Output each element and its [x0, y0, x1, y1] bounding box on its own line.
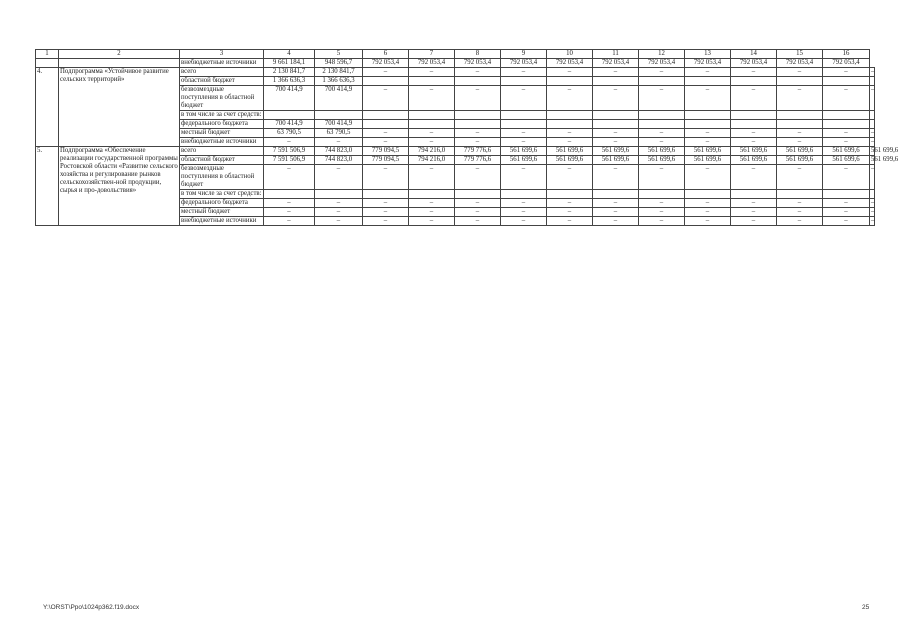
value-cell: –: [264, 138, 315, 147]
value-cell: –: [363, 138, 409, 147]
value-cell: –: [823, 199, 870, 208]
value-cell: –: [409, 68, 455, 77]
value-cell: 561 699,6: [685, 156, 731, 165]
value-cell: [685, 120, 731, 129]
value-cell: 561 699,6: [777, 147, 823, 156]
value-cell: –: [455, 208, 501, 217]
value-cell: 561 699,6: [547, 147, 593, 156]
value-cell: –: [547, 199, 593, 208]
value-cell: –: [409, 138, 455, 147]
value-cell: [409, 77, 455, 86]
value-cell: 561 699,6: [871, 156, 899, 163]
value-cell: [455, 111, 501, 120]
document-path: Y:\ORST\Ppo\1024p362.f19.docx: [43, 604, 140, 611]
value-cell: 561 699,6: [731, 156, 777, 165]
value-cell: –: [871, 208, 875, 215]
value-cell: –: [501, 86, 547, 111]
value-cell: 561 699,6: [777, 156, 823, 165]
value-cell: –: [501, 217, 547, 226]
value-cell: [363, 111, 409, 120]
value-cell: 561 699,6: [593, 156, 639, 165]
value-cell: –: [639, 138, 685, 147]
value-cell: [547, 190, 593, 199]
value-cell: –: [639, 68, 685, 77]
value-cell: –: [731, 165, 777, 190]
value-cell: 1 366 636,3: [264, 77, 315, 86]
subprogram-name: Подпрограмма «Устойчивое развитие сельских территорий»: [59, 68, 180, 147]
page-number: 25: [862, 604, 870, 611]
budget-table: [35, 49, 899, 226]
value-cell: –: [363, 208, 409, 217]
column-number: 7: [409, 50, 455, 59]
column-number: 16: [823, 50, 870, 59]
funding-source: федерального бюджета: [180, 199, 264, 208]
value-cell: 779 094,5: [363, 147, 409, 156]
value-cell: 561 699,6: [501, 147, 547, 156]
value-cell: –: [547, 68, 593, 77]
value-cell: [501, 120, 547, 129]
value-cell: –: [593, 68, 639, 77]
value-cell: –: [731, 217, 777, 226]
value-cell: [731, 190, 777, 199]
value-cell: 1 366 636,3: [315, 77, 363, 86]
value-cell: 9 661 184,1: [264, 59, 315, 68]
funding-source: всего: [180, 68, 264, 77]
value-cell: –: [363, 129, 409, 138]
value-cell: –: [315, 208, 363, 217]
value-cell: [870, 111, 875, 120]
value-cell: –: [409, 129, 455, 138]
value-cell: [685, 77, 731, 86]
value-cell: –: [731, 208, 777, 217]
value-cell: –: [409, 199, 455, 208]
subprogram-name: Подпрограмма «Обеспечение реализации государственной программы Ростовской области «Развитие сельского хозяйства и регулирование рынков сельскохозяйствен-ной продукции, сырья и про-довольствия»: [59, 147, 180, 226]
value-cell: [777, 77, 823, 86]
value-cell: [639, 120, 685, 129]
value-cell: 779 776,6: [455, 147, 501, 156]
value-cell: –: [315, 217, 363, 226]
value-cell: –: [685, 138, 731, 147]
value-cell: –: [777, 165, 823, 190]
value-cell: –: [501, 208, 547, 217]
subprogram-number: 4.: [36, 68, 59, 147]
column-number: 11: [593, 50, 639, 59]
column-number: 15: [777, 50, 823, 59]
value-cell: [639, 190, 685, 199]
value-cell: [731, 120, 777, 129]
value-cell: –: [639, 165, 685, 190]
funding-source: федерального бюджета: [180, 120, 264, 129]
value-cell: –: [593, 199, 639, 208]
value-cell: 561 699,6: [639, 147, 685, 156]
value-cell: –: [777, 86, 823, 111]
value-cell: –: [593, 138, 639, 147]
value-cell: –: [685, 129, 731, 138]
value-cell: –: [363, 68, 409, 77]
value-cell: 792 053,4: [639, 59, 685, 68]
value-cell: –: [731, 138, 777, 147]
value-cell: 744 823,0: [315, 147, 363, 156]
funding-source: внебюджетные источники: [180, 59, 264, 68]
value-cell: –: [264, 217, 315, 226]
value-cell: –: [823, 165, 870, 190]
value-cell: 794 216,0: [409, 156, 455, 165]
value-cell: [823, 111, 870, 120]
column-number: 10: [547, 50, 593, 59]
value-cell: –: [823, 208, 870, 217]
value-cell: 792 053,4: [777, 59, 823, 68]
value-cell: [593, 190, 639, 199]
value-cell: –: [409, 86, 455, 111]
funding-source: областной бюджет: [180, 156, 264, 165]
value-cell: [363, 190, 409, 199]
value-cell: 561 699,6: [871, 147, 899, 154]
value-cell: –: [731, 68, 777, 77]
value-cell: 7 591 506,9: [264, 156, 315, 165]
subprogram-row: [36, 68, 875, 77]
value-cell: [455, 190, 501, 199]
value-cell: 792 053,4: [363, 59, 409, 68]
value-cell: –: [870, 165, 875, 190]
value-cell: –: [871, 129, 875, 136]
header-row: [36, 50, 875, 59]
value-cell: 2 130 841,7: [315, 68, 363, 77]
value-cell: –: [547, 86, 593, 111]
value-cell: [455, 77, 501, 86]
value-cell: [777, 111, 823, 120]
value-cell: 2 130 841,7: [264, 68, 315, 77]
column-number: 3: [180, 50, 264, 59]
value-cell: –: [593, 86, 639, 111]
value-cell: 561 699,6: [639, 156, 685, 165]
value-cell: 561 699,6: [501, 156, 547, 165]
value-cell: [501, 111, 547, 120]
value-cell: 779 094,5: [363, 156, 409, 165]
value-cell: –: [685, 68, 731, 77]
funding-source: местный бюджет: [180, 129, 264, 138]
value-cell: 700 414,9: [315, 120, 363, 129]
value-cell: –: [501, 138, 547, 147]
value-cell: [455, 120, 501, 129]
value-cell: [823, 190, 870, 199]
value-cell: 561 699,6: [731, 147, 777, 156]
subprogram-row: [36, 147, 875, 156]
value-cell: –: [777, 208, 823, 217]
value-cell: –: [823, 217, 870, 226]
value-cell: –: [455, 138, 501, 147]
value-cell: [870, 120, 875, 129]
value-cell: –: [501, 199, 547, 208]
subprogram-number: 5.: [36, 147, 59, 226]
value-cell: –: [731, 199, 777, 208]
value-cell: –: [777, 217, 823, 226]
value-cell: 948 596,7: [315, 59, 363, 68]
value-cell: 779 776,6: [455, 156, 501, 165]
value-cell: 792 053,4: [501, 59, 547, 68]
value-cell: [363, 77, 409, 86]
empty-cell: [59, 59, 180, 68]
value-cell: –: [639, 199, 685, 208]
value-cell: [777, 120, 823, 129]
funding-source: в том числе за счет средств:: [181, 111, 262, 118]
value-cell: 561 699,6: [685, 147, 731, 156]
value-cell: –: [264, 199, 315, 208]
value-cell: [731, 111, 777, 120]
value-cell: –: [685, 199, 731, 208]
value-cell: [409, 111, 455, 120]
value-cell: 792 053,4: [823, 59, 870, 68]
value-cell: [363, 120, 409, 129]
value-cell: –: [685, 165, 731, 190]
value-cell: –: [547, 129, 593, 138]
value-cell: –: [777, 199, 823, 208]
value-cell: [315, 190, 363, 199]
value-cell: –: [264, 208, 315, 217]
value-cell: 792 053,4: [685, 59, 731, 68]
value-cell: –: [685, 217, 731, 226]
empty-cell: [36, 59, 59, 68]
value-cell: –: [363, 165, 409, 190]
value-cell: 561 699,6: [823, 156, 870, 165]
value-cell: [639, 77, 685, 86]
value-cell: –: [639, 86, 685, 111]
value-cell: [823, 77, 870, 86]
value-cell: 700 414,9: [264, 86, 315, 111]
value-cell: [870, 190, 875, 199]
value-cell: –: [685, 86, 731, 111]
value-cell: [593, 111, 639, 120]
value-cell: –: [455, 86, 501, 111]
value-cell: –: [455, 217, 501, 226]
value-cell: 792 053,4: [455, 59, 501, 68]
value-cell: 63 790,5: [264, 129, 315, 138]
funding-source: всего: [180, 147, 264, 156]
value-cell: 792 053,4: [547, 59, 593, 68]
value-cell: 63 790,5: [315, 129, 363, 138]
column-number: 14: [731, 50, 777, 59]
value-cell: –: [501, 165, 547, 190]
value-cell: –: [823, 68, 870, 77]
column-number: 9: [501, 50, 547, 59]
value-cell: –: [871, 138, 875, 145]
value-cell: –: [871, 68, 875, 75]
value-cell: –: [823, 129, 870, 138]
value-cell: [264, 111, 315, 120]
value-cell: –: [455, 199, 501, 208]
column-number: 12: [639, 50, 685, 59]
budget-table-body: [36, 50, 899, 226]
value-cell: –: [501, 68, 547, 77]
carry-over-row: [36, 59, 875, 68]
value-cell: –: [409, 217, 455, 226]
value-cell: 561 699,6: [593, 147, 639, 156]
value-cell: [685, 111, 731, 120]
value-cell: –: [547, 165, 593, 190]
value-cell: [501, 190, 547, 199]
value-cell: –: [501, 129, 547, 138]
column-number: 4: [264, 50, 315, 59]
value-cell: [547, 111, 593, 120]
value-cell: –: [547, 208, 593, 217]
funding-source: внебюджетные источники: [180, 217, 264, 226]
funding-source: безвозмездные поступления в областной бюджет: [180, 86, 264, 111]
value-cell: –: [363, 199, 409, 208]
value-cell: –: [777, 129, 823, 138]
column-number: 8: [455, 50, 501, 59]
funding-source: безвозмездные поступления в областной бюджет: [180, 165, 264, 190]
value-cell: –: [639, 208, 685, 217]
value-cell: –: [455, 165, 501, 190]
column-number: 5: [315, 50, 363, 59]
value-cell: –: [363, 217, 409, 226]
column-number: 1: [36, 50, 59, 59]
value-cell: –: [593, 165, 639, 190]
value-cell: 700 414,9: [315, 86, 363, 111]
value-cell: [731, 77, 777, 86]
value-cell: –: [870, 86, 875, 111]
value-cell: –: [547, 217, 593, 226]
value-cell: –: [731, 129, 777, 138]
value-cell: 7 591 506,9: [264, 147, 315, 156]
value-cell: –: [593, 129, 639, 138]
value-cell: –: [823, 86, 870, 111]
value-cell: [409, 120, 455, 129]
value-cell: [315, 111, 363, 120]
value-cell: 792 053,4: [593, 59, 639, 68]
value-cell: –: [593, 217, 639, 226]
column-number: 2: [59, 50, 180, 59]
value-cell: [593, 120, 639, 129]
value-cell: 792 053,4: [731, 59, 777, 68]
value-cell: –: [871, 217, 875, 224]
value-cell: –: [455, 68, 501, 77]
value-cell: [823, 120, 870, 129]
value-cell: –: [315, 165, 363, 190]
value-cell: [264, 190, 315, 199]
value-cell: –: [593, 208, 639, 217]
value-cell: –: [685, 208, 731, 217]
funding-source: областной бюджет: [180, 77, 264, 86]
column-number: 13: [685, 50, 731, 59]
value-cell: 700 414,9: [264, 120, 315, 129]
value-cell: [501, 77, 547, 86]
value-cell: –: [455, 129, 501, 138]
funding-source: местный бюджет: [180, 208, 264, 217]
value-cell: –: [639, 129, 685, 138]
value-cell: [547, 120, 593, 129]
value-cell: [777, 190, 823, 199]
value-cell: 744 823,0: [315, 156, 363, 165]
funding-source: внебюджетные источники: [180, 138, 264, 147]
value-cell: –: [264, 165, 315, 190]
value-cell: –: [409, 165, 455, 190]
value-cell: –: [871, 199, 875, 206]
value-cell: –: [363, 86, 409, 111]
value-cell: –: [315, 199, 363, 208]
value-cell: [639, 111, 685, 120]
value-cell: [870, 77, 875, 86]
funding-source: в том числе за счет средств:: [181, 190, 262, 197]
value-cell: 561 699,6: [547, 156, 593, 165]
column-number: 6: [363, 50, 409, 59]
value-cell: 792 053,4: [409, 59, 455, 68]
value-cell: 561 699,6: [823, 147, 870, 156]
value-cell: [547, 77, 593, 86]
value-cell: –: [547, 138, 593, 147]
value-cell: –: [777, 138, 823, 147]
value-cell: –: [823, 138, 870, 147]
value-cell: –: [639, 217, 685, 226]
value-cell: [593, 77, 639, 86]
value-cell: [685, 190, 731, 199]
value-cell: 794 216,0: [409, 147, 455, 156]
value-cell: –: [315, 138, 363, 147]
value-cell: –: [731, 86, 777, 111]
value-cell: –: [777, 68, 823, 77]
value-cell: [409, 190, 455, 199]
value-cell: –: [409, 208, 455, 217]
